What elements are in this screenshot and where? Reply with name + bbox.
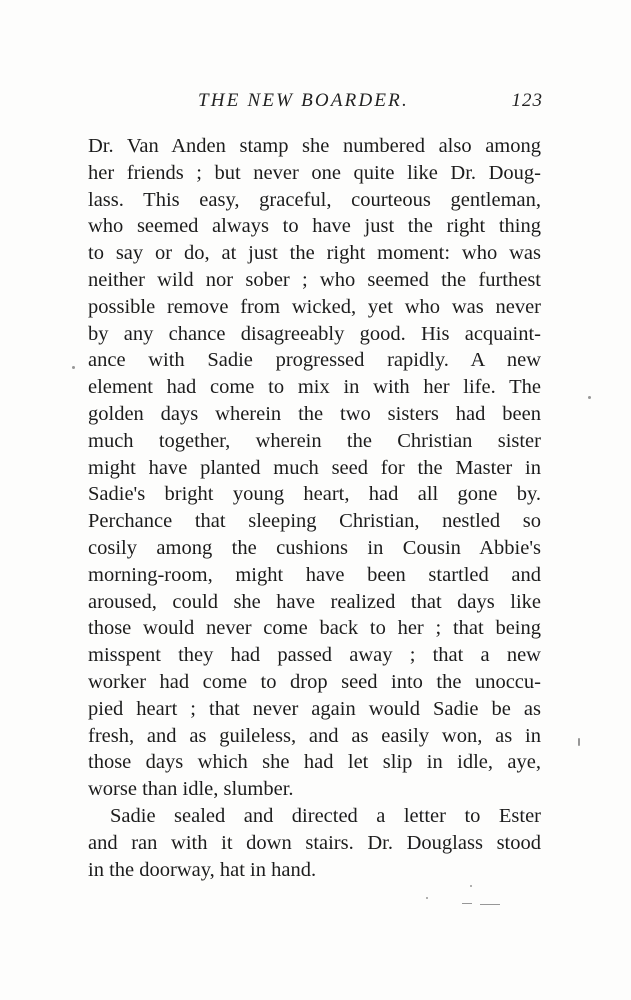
text-line: by any chance disagreeably good. His acquaint- (88, 322, 541, 345)
text-line: who seemed always to have just the right thing (88, 215, 541, 238)
text-line: Dr. Van Anden stamp she numbered also among (88, 135, 541, 157)
page-header (88, 90, 543, 116)
text-line: pied heart ; that never again would Sadie be as (88, 697, 541, 720)
text-line: Perchance that sleeping Christian, nestled so (88, 510, 541, 533)
text-line: much together, wherein the Christian sister (88, 429, 541, 452)
text-line: neither wild nor sober ; who seemed the furthest (88, 268, 541, 291)
text-line: worse than idle, slumber. (88, 778, 294, 801)
body-text (88, 133, 541, 883)
text-line: ance with Sadie progressed rapidly. A new (88, 349, 541, 372)
text-line: those would never come back to her ; that being (88, 617, 541, 640)
text-line: misspent they had passed away ; that a new (88, 644, 541, 667)
text-line: worker had come to drop seed into the unoccu- (88, 670, 541, 693)
text-line: and ran with it down stairs. Dr. Douglass stood (88, 831, 541, 854)
text-line: cosily among the cushions in Cousin Abbie's (88, 536, 541, 559)
running-title: THE NEW BOARDER. (198, 90, 409, 111)
text-line: in the doorway, hat in hand. (88, 858, 317, 881)
text-line: Sadie sealed and directed a letter to Ester (110, 804, 541, 827)
text-line: to say or do, at just the right moment: who was (88, 242, 541, 265)
text-line: morning-room, might have been startled and (88, 563, 541, 586)
text-line: fresh, and as guileless, and as easily won, as in (88, 724, 541, 747)
text-line: lass. This easy, graceful, courteous gentleman, (88, 188, 541, 211)
page-number: 123 (511, 90, 543, 111)
text-line: her friends ; but never one quite like Dr. Doug- (88, 161, 541, 184)
text-line: golden days wherein the two sisters had been (88, 402, 541, 425)
text-line: aroused, could she have realized that days like (88, 590, 541, 613)
text-line: might have planted much seed for the Master in (88, 456, 541, 479)
text-line: element had come to mix in with her life. The (88, 376, 541, 399)
text-line: possible remove from wicked, yet who was never (88, 295, 541, 318)
text-line: those days which she had let slip in idle, aye, (88, 751, 541, 774)
text-line: Sadie's bright young heart, had all gone by. (88, 483, 541, 506)
